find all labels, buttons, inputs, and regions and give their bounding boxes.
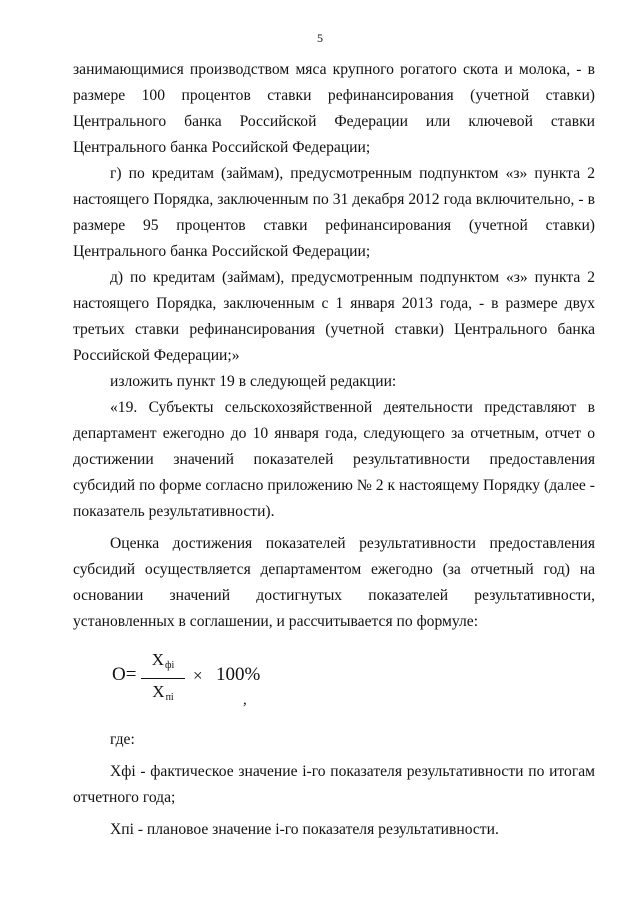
paragraph-amendment-intro: изложить пункт 19 в следующей редакции:	[110, 373, 397, 390]
result-formula	[73, 649, 595, 713]
paragraph-continuation: занимающимися производством мяса крупного рогатого скота и молока, - в размере 100 процентов ставки рефинансирования (учетной ставки) Центрального банка Российской Федерации или ключевой ставки Центрального банка Российской Федерации;	[73, 61, 595, 156]
where-label: где:	[110, 731, 135, 748]
paragraph-point-19: «19. Субъекты сельскохозяйственной деятельности представляют в департамент ежегодно до 10 января года, следующего за отчетным, отчет о достижении значений показателей результативности предоставления субсидий по форме согласно приложению № 2 к настоящему Порядку (далее - показатель результативности).	[73, 399, 595, 520]
definition-actual: Xфi - фактическое значение i-го показателя результативности по итогам отчетного года;	[73, 763, 595, 806]
formula-numerator: Xфi	[141, 649, 185, 679]
definition-planned: Xпi - плановое значение i-го показателя результативности.	[110, 821, 499, 838]
paragraph-evaluation: Оценка достижения показателей результативности предоставления субсидий осуществляется департаментом ежегодно (за отчетный год) на основании значений достигнутых показателей результативности, установленных в соглашении, и рассчитывается по формуле:	[73, 535, 595, 630]
document-body	[73, 57, 595, 843]
formula-comma: ,	[243, 692, 247, 708]
paragraph-item-d: д) по кредитам (займам), предусмотренным подпунктом «з» пункта 2 настоящего Порядка, заключенным с 1 января 2013 года, - в размере двух третьих ставки рефинансирования (учетной ставки) Центрального банка Российской Федерации;»	[73, 269, 595, 364]
formula-times-sign: ×	[193, 666, 203, 685]
paragraph-item-g: г) по кредитам (займам), предусмотренным подпунктом «з» пункта 2 настоящего Порядка, заключенным по 31 декабря 2012 года включительно, - в размере 95 процентов ставки рефинансирования (учетной ставки) Центрального банка Российской Федерации;	[73, 165, 595, 260]
formula-fraction	[141, 649, 185, 709]
formula-lhs: O=	[112, 664, 137, 685]
page-number: 5	[317, 31, 323, 45]
formula-factor: 100%	[216, 664, 261, 685]
formula-denominator: Xпi	[152, 682, 174, 703]
